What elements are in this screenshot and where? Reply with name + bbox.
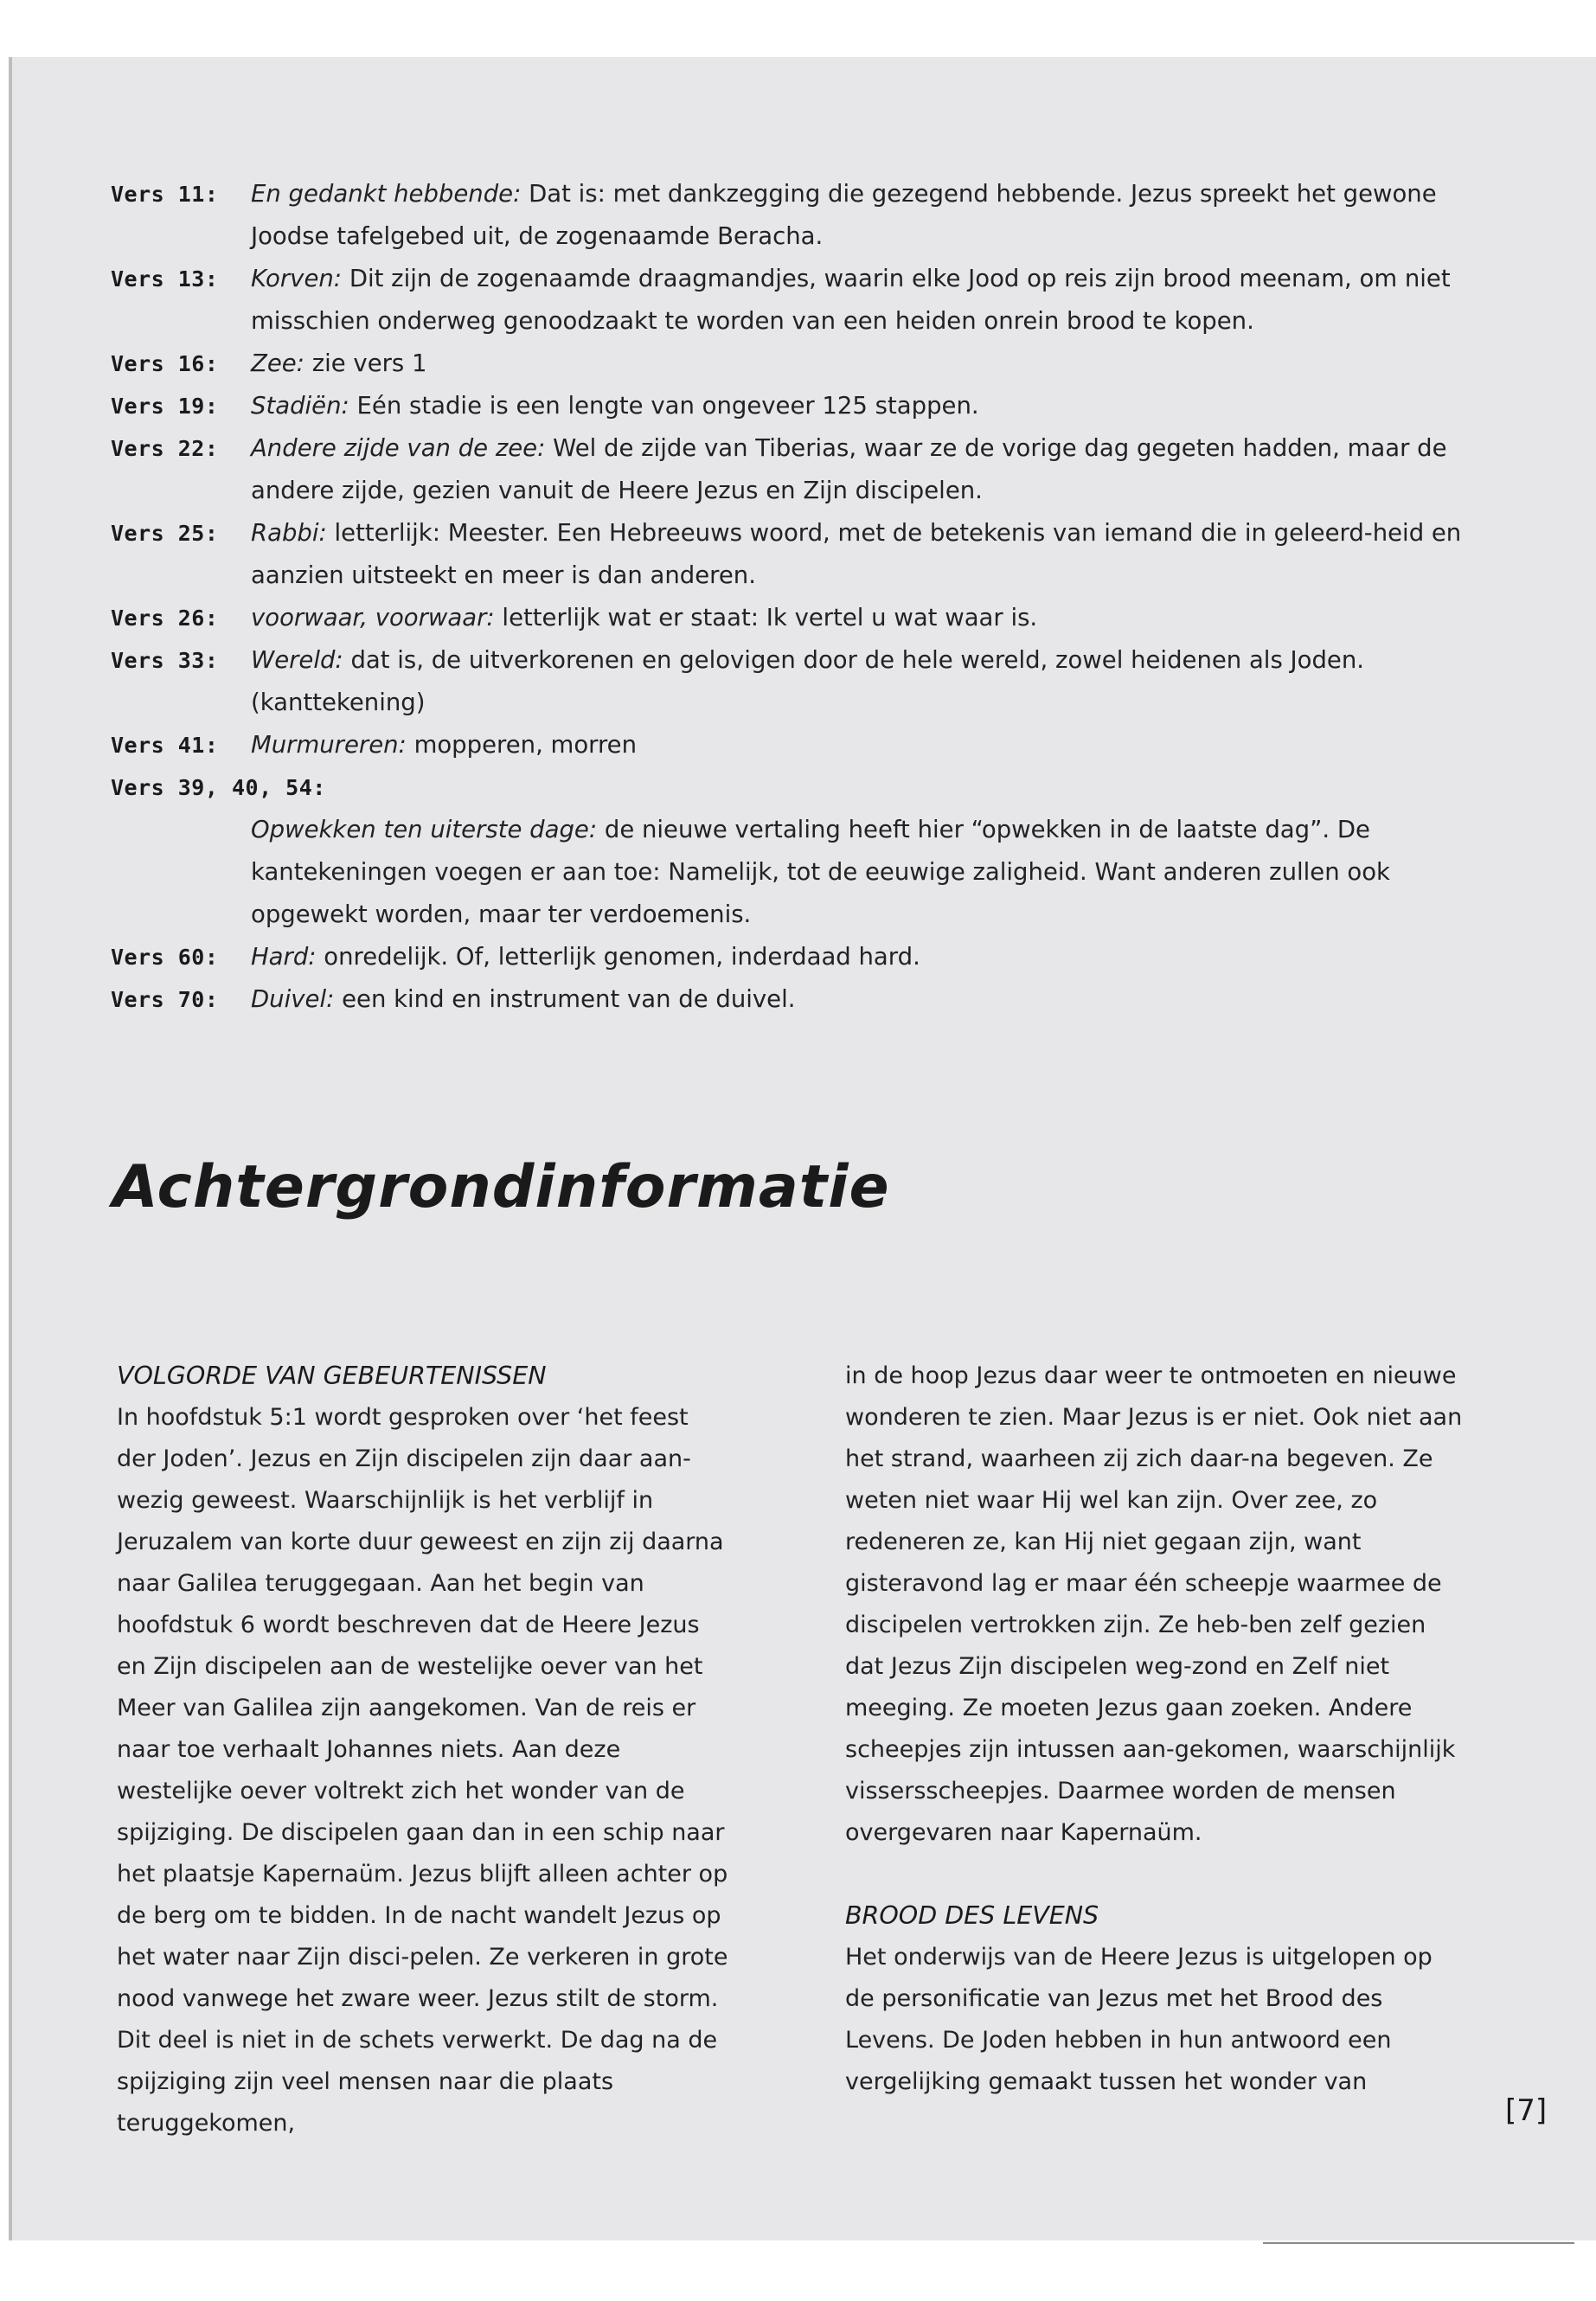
verse-label: Vers 70: [111, 987, 219, 1012]
verse-note [111, 427, 1477, 512]
verse-text: Eén stadie is een lengte van ongeveer 125 stappen. [349, 392, 979, 420]
verse-text: een kind en instrument van de duivel. [334, 985, 796, 1013]
verse-text: zie vers 1 [304, 349, 427, 377]
paragraph-continued: in de hoop Jezus daar weer te ontmoeten en nieuwe wonderen te zien. Maar Jezus is er niet. Ook niet aan het strand, waarheen zij zich daar-na begeven. Ze weten niet waar Hij wel kan zijn. Over zee, zo redeneren ze, kan Hij niet gegaan zijn, want gisteravond lag er maar één scheepje waarmee de discipelen vertrokken zijn. Ze heb-ben zelf gezien dat Jezus Zijn discipelen weg-zond en Zelf niet meeging. Ze moeten Jezus gaan zoeken. Andere scheepjes zijn intussen aan-gekomen, waarschijnlijk vissersscheepjes. Daarmee worden de mensen overgevaren naar Kapernaüm. [845, 1362, 1463, 1846]
verse-term: Wereld: [251, 646, 343, 674]
verse-term: Zee: [251, 349, 304, 377]
verse-term: Stadiën: [251, 392, 349, 420]
verse-term: Korven: [251, 265, 343, 292]
verse-notes [111, 173, 1477, 1021]
verse-note [111, 809, 1477, 936]
verse-note [111, 343, 1477, 385]
verse-label: Vers 39, 40, 54: [111, 775, 326, 800]
paragraph-volgorde: In hoofdstuk 5:1 wordt gesproken over ‘het feest der Joden’. Jezus en Zijn discipelen zijn daar aan-wezig geweest. Waarschijnlijk is het verblijf in Jeruzalem van korte duur geweest en zijn zij daarna naar Galilea teruggegaan. Aan het begin van hoofdstuk 6 wordt beschreven dat de Heere Jezus en Zijn discipelen aan de westelijke oever van het Meer van Galilea zijn aangekomen. Van de reis er naar toe verhaalt Johannes niets. Aan deze westelijke oever voltrekt zich het wonder van de spijziging. De discipelen gaan dan in een schip naar het plaatsje Kapernaüm. Jezus blijft alleen achter op de berg om te bidden. In de nacht wandelt Jezus op het water naar Zijn disci-pelen. Ze verkeren in grote nood vanwege het zware weer. Jezus stilt de storm. Dit deel is niet in de schets verwerkt. De dag na de spijziging zijn veel mensen naar die plaats teruggekomen, [117, 1404, 728, 2137]
verse-note [111, 385, 1477, 427]
verse-label: Vers 25: [111, 521, 219, 546]
section-heading: Achtergrondinformatie [112, 1153, 890, 1221]
verse-term: Rabbi: [251, 519, 327, 547]
verse-note [111, 724, 1477, 766]
verse-term: Andere zijde van de zee: [251, 434, 546, 462]
verse-label: Vers 11: [111, 182, 219, 207]
verse-text: mopperen, morren [406, 731, 638, 759]
verse-note [111, 597, 1477, 639]
verse-text: de nieuwe vertaling heeft hier “opwekken in de laatste dag”. De kantekeningen voegen er aan toe: Namelijk, tot de eeuwige zaligheid. Want anderen zullen ook opgewekt worden, maar ter verdoemenis. [251, 816, 1390, 928]
verse-note [111, 173, 1477, 258]
verse-text: onredelijk. Of, letterlijk genomen, inderdaad hard. [316, 943, 920, 971]
verse-label: Vers 13: [111, 266, 219, 292]
verse-note [111, 766, 1477, 809]
verse-term: En gedankt hebbende: [251, 180, 522, 208]
verse-note [111, 978, 1477, 1021]
verse-label: Vers 19: [111, 394, 219, 419]
verse-text: dat is, de uitverkorenen en gelovigen door de hele wereld, zowel heidenen als Joden. (kanttekening) [251, 646, 1365, 716]
paragraph-brood: Het onderwijs van de Heere Jezus is uitgelopen op de personificatie van Jezus met het Brood des Levens. De Joden hebben in hun antwoord een vergelijking gemaakt tussen het wonder van [845, 1944, 1433, 2095]
verse-note [111, 512, 1477, 597]
verse-term: Duivel: [251, 985, 335, 1013]
verse-term: voorwaar, voorwaar: [251, 604, 495, 631]
left-column [117, 1356, 731, 2144]
verse-label: Vers 60: [111, 945, 219, 970]
verse-text: Wel de zijde van Tiberias, waar ze de vorige dag gegeten hadden, maar de andere zijde, gezien vanuit de Heere Jezus en Zijn discipelen. [251, 434, 1447, 504]
subheading-brood: BROOD DES LEVENS [845, 1901, 1099, 1930]
verse-note [111, 936, 1477, 978]
verse-label: Vers 33: [111, 648, 219, 673]
verse-label: Vers 26: [111, 606, 219, 631]
verse-label: Vers 41: [111, 733, 219, 758]
verse-label: Vers 16: [111, 351, 219, 376]
verse-term: Murmureren: [251, 731, 407, 759]
verse-text: letterlijk wat er staat: Ik vertel u wat waar is. [494, 604, 1038, 631]
verse-text: Dat is: met dankzegging die gezegend hebbende. Jezus spreekt het gewone Joodse tafelgebed uit, de zogenaamde Beracha. [251, 180, 1437, 250]
page-edge [9, 57, 12, 2240]
verse-term: Opwekken ten uiterste dage: [251, 816, 598, 843]
right-column [845, 1356, 1468, 2103]
page-number: [7] [1505, 2093, 1548, 2128]
bottom-rule [1263, 2242, 1574, 2244]
verse-text: letterlijk: Meester. Een Hebreeuws woord, met de betekenis van iemand die in geleerd-heid en aanzien uitsteekt en meer is dan anderen. [251, 519, 1462, 589]
verse-note [111, 639, 1477, 724]
subheading-volgorde: VOLGORDE VAN GEBEURTENISSEN [117, 1362, 547, 1390]
verse-term: Hard: [251, 943, 317, 971]
verse-text: Dit zijn de zogenaamde draagmandjes, waarin elke Jood op reis zijn brood meenam, om niet misschien onderweg genoodzaakt te worden van een heiden onrein brood te kopen. [251, 265, 1451, 335]
verse-note [111, 258, 1477, 343]
verse-label: Vers 22: [111, 436, 219, 461]
